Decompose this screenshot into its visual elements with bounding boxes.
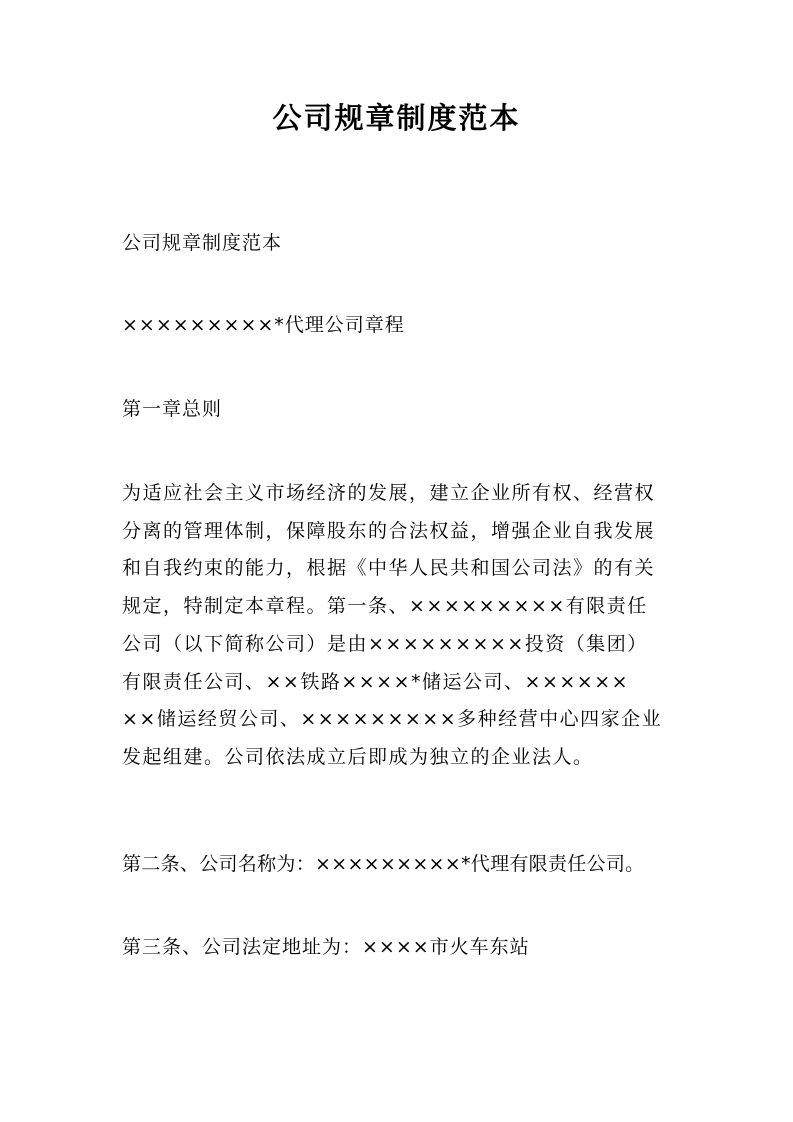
document-title: 公司规章制度范本 <box>272 101 521 135</box>
paragraph-line: 分离的管理体制，保障股东的合法权益，增强企业自我发展 <box>122 519 656 542</box>
paragraph-line: 有限责任公司、××铁路××××*储运公司、×××××× <box>122 670 630 693</box>
chapter-heading: 第一章总则 <box>122 398 223 420</box>
paragraph-line: 规定，特制定本章程。第一条、×××××××××有限责任 <box>122 595 648 618</box>
document-subtitle: 公司规章制度范本 <box>122 232 283 254</box>
paragraph-line: ××储运经贸公司、×××××××××多种经营中心四家企业 <box>122 708 663 731</box>
article-three: 第三条、公司法定地址为：××××市火车东站 <box>122 936 530 958</box>
paragraph-line: 发起组建。公司依法成立后即成为独立的企业法人。 <box>122 745 594 768</box>
charter-name: ×××××××××*代理公司章程 <box>122 314 405 336</box>
general-provisions-paragraph <box>122 475 682 777</box>
paragraph-line: 和自我约束的能力，根据《中华人民共和国公司法》的有关 <box>122 557 656 580</box>
paragraph-line: 公司（以下简称公司）是由×××××××××投资（集团） <box>122 632 648 655</box>
article-two: 第二条、公司名称为：×××××××××*代理有限责任公司。 <box>122 853 645 875</box>
paragraph-line: 为适应社会主义市场经济的发展，建立企业所有权、经营权 <box>122 482 656 504</box>
